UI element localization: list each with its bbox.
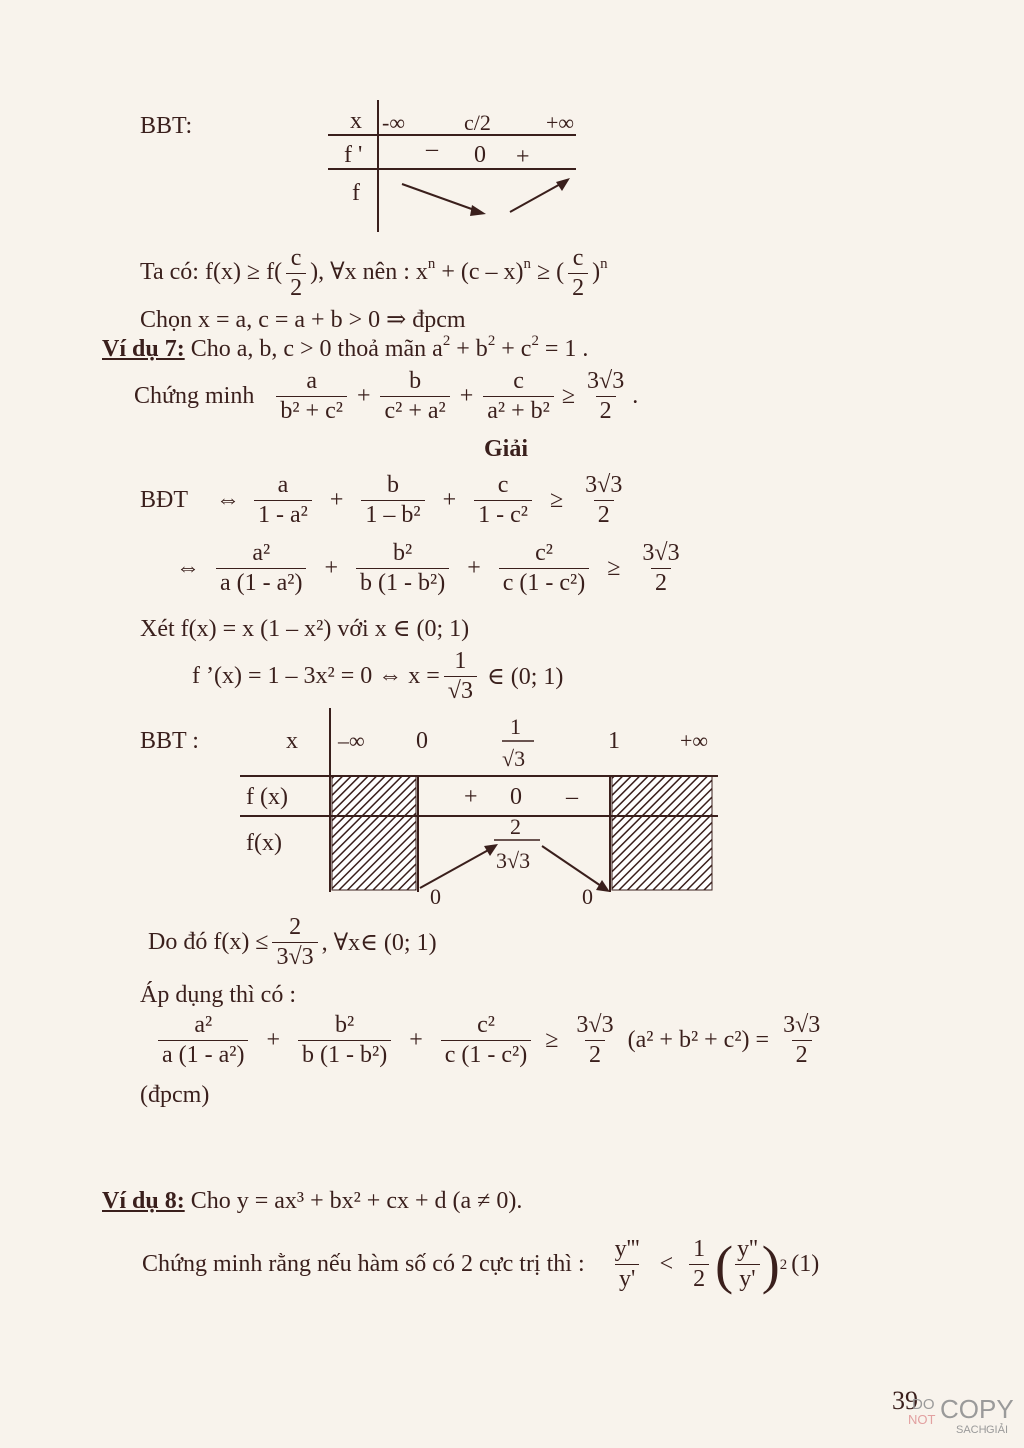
- bbt2-sign: 0: [510, 784, 522, 810]
- bbt1-sign: +: [516, 144, 530, 170]
- bbt2-arrow-down: [542, 846, 604, 888]
- bbt2-sign: +: [464, 784, 478, 810]
- bbt2-bottom-right: 0: [582, 884, 593, 909]
- bdt-line2: ⇔ $\frac{\text{a²}}{\text{a (1 - a²)}}$ + $\frac{\text{b²}}{\text{b (1 - b²)}}$ + $\frac{\text{c²}}{\text{c (1 - c²)}}$ ≥ $\frac{3√3}{2}$: [176, 540, 680, 596]
- vd8-prove: Chứng minh rằng nếu hàm số có 2 cực trị thì : $\frac{y'''}{y'}$ < $\frac{1}{2}$ ( $\frac{y''}{y'}$ ) 2 (1): [142, 1234, 820, 1295]
- xet-line: Xét f(x) = x (1 – x²) với x ∈ (0; 1): [140, 616, 470, 642]
- page-number: 39: [892, 1386, 918, 1415]
- line-chon: Chọn x = a, c = a + b > 0 ⇒ đpcm: [140, 307, 466, 333]
- dodo-line: Do đó f(x) ≤ $\frac{2}{3√3}$ , ∀x∈ (0; 1): [148, 914, 437, 970]
- vd7-inequality: Chứng minh $\frac{a}{\text{b² + c²}}$ + $\frac{b}{\text{c² + a²}}$ + $\frac{c}{\text{a² + b²}}$ ≥ $\frac{3√3}{2}$ .: [134, 368, 639, 424]
- bbt2-fprime-label: f (x): [246, 784, 288, 810]
- bbt2-bottom-left: 0: [430, 884, 441, 909]
- vd8-statement: Ví dụ 8: Cho y = ax³ + bx² + cx + d (a ≠ 0).: [102, 1188, 523, 1214]
- bbt2-x-mid-den: √3: [502, 746, 526, 771]
- bbt2-x-label: x: [286, 728, 298, 754]
- vd7-statement: Ví dụ 7: Cho a, b, c > 0 thoả mãn $a^2 + b^2 + c^2 = 1$ .: [102, 332, 589, 362]
- bbt1-fprime-label: f ': [344, 142, 363, 168]
- bbt2-x-value: +∞: [680, 728, 709, 753]
- bbt1-x-value: c/2: [464, 110, 491, 135]
- bbt2-x-value: –∞: [338, 728, 365, 753]
- bbt2-x-value: 1: [608, 728, 620, 754]
- line-taco: Ta có: f(x) ≥ f( $\frac{c}{2}$ ), ∀x nên : $x^n + (c - x)^n$ ≥ ( $\frac{c}{2}$ )$^n$: [140, 245, 608, 301]
- bbt1-arrow-up: [510, 182, 564, 212]
- bbt1-x-label: x: [350, 108, 362, 134]
- bbt2-f-label: f(x): [246, 830, 282, 856]
- bbt2-label: BBT :: [140, 728, 199, 754]
- final-inequality: $\frac{\text{a²}}{\text{a (1 - a²)}}$ + $\frac{\text{b²}}{\text{b (1 - b²)}}$ + $\frac{\text{c²}}{\text{c (1 - c²)}}$ ≥ $\frac{3√3}{2}$ (a² + b² + c²) = $\frac{3√3}{2}$: [154, 1012, 828, 1069]
- apdung-line: Áp dụng thì có :: [140, 982, 296, 1008]
- bbt2-max-den: 3√3: [496, 848, 531, 873]
- bbt2-sign: –: [566, 784, 578, 810]
- bbt2-arrow-up: [420, 848, 492, 888]
- bbt2-x-value: 0: [416, 728, 428, 754]
- bbt1-sign: 0: [474, 142, 486, 168]
- dpcm-line: (đpcm): [140, 1082, 210, 1108]
- vd8-title: Ví dụ 8:: [102, 1188, 185, 1214]
- bbt2-max-num: 2: [510, 814, 521, 839]
- paren-close: ): [761, 1234, 780, 1295]
- bbt1-sign: –: [426, 136, 438, 162]
- bbt1-table: [320, 100, 590, 235]
- bbt1-f-label: f: [352, 180, 360, 206]
- bdt-line1: BĐT ⇔ $\frac{a}{\text{1 - a²}}$ + $\frac{b}{\text{1 – b²}}$ + $\frac{c}{\text{1 - c²}}$ ≥ $\frac{3√3}{2}$: [140, 472, 623, 528]
- bbt1-arrowhead: [556, 178, 570, 191]
- giai-heading: Giải: [484, 436, 529, 462]
- bbt2-table: [240, 708, 720, 908]
- bbt1-label: BBT:: [140, 113, 193, 139]
- deriv-line: f ’(x) = 1 – 3x² = 0 ⇔ x = $\frac{1}{√3}$ ∈ (0; 1): [192, 648, 564, 704]
- bbt1-x-value: +∞: [546, 110, 575, 135]
- bbt1-arrow-down: [402, 184, 480, 212]
- bbt2-arrowhead: [596, 880, 610, 892]
- paren-open: (: [715, 1234, 734, 1295]
- bbt1-arrowhead: [470, 205, 486, 216]
- bbt1-x-value: -∞: [382, 110, 406, 135]
- vd7-title: Ví dụ 7:: [102, 336, 185, 362]
- bbt2-x-mid-num: 1: [510, 714, 521, 739]
- bbt2-hatch-left: [332, 776, 416, 890]
- bbt2-hatch-right: [612, 776, 712, 890]
